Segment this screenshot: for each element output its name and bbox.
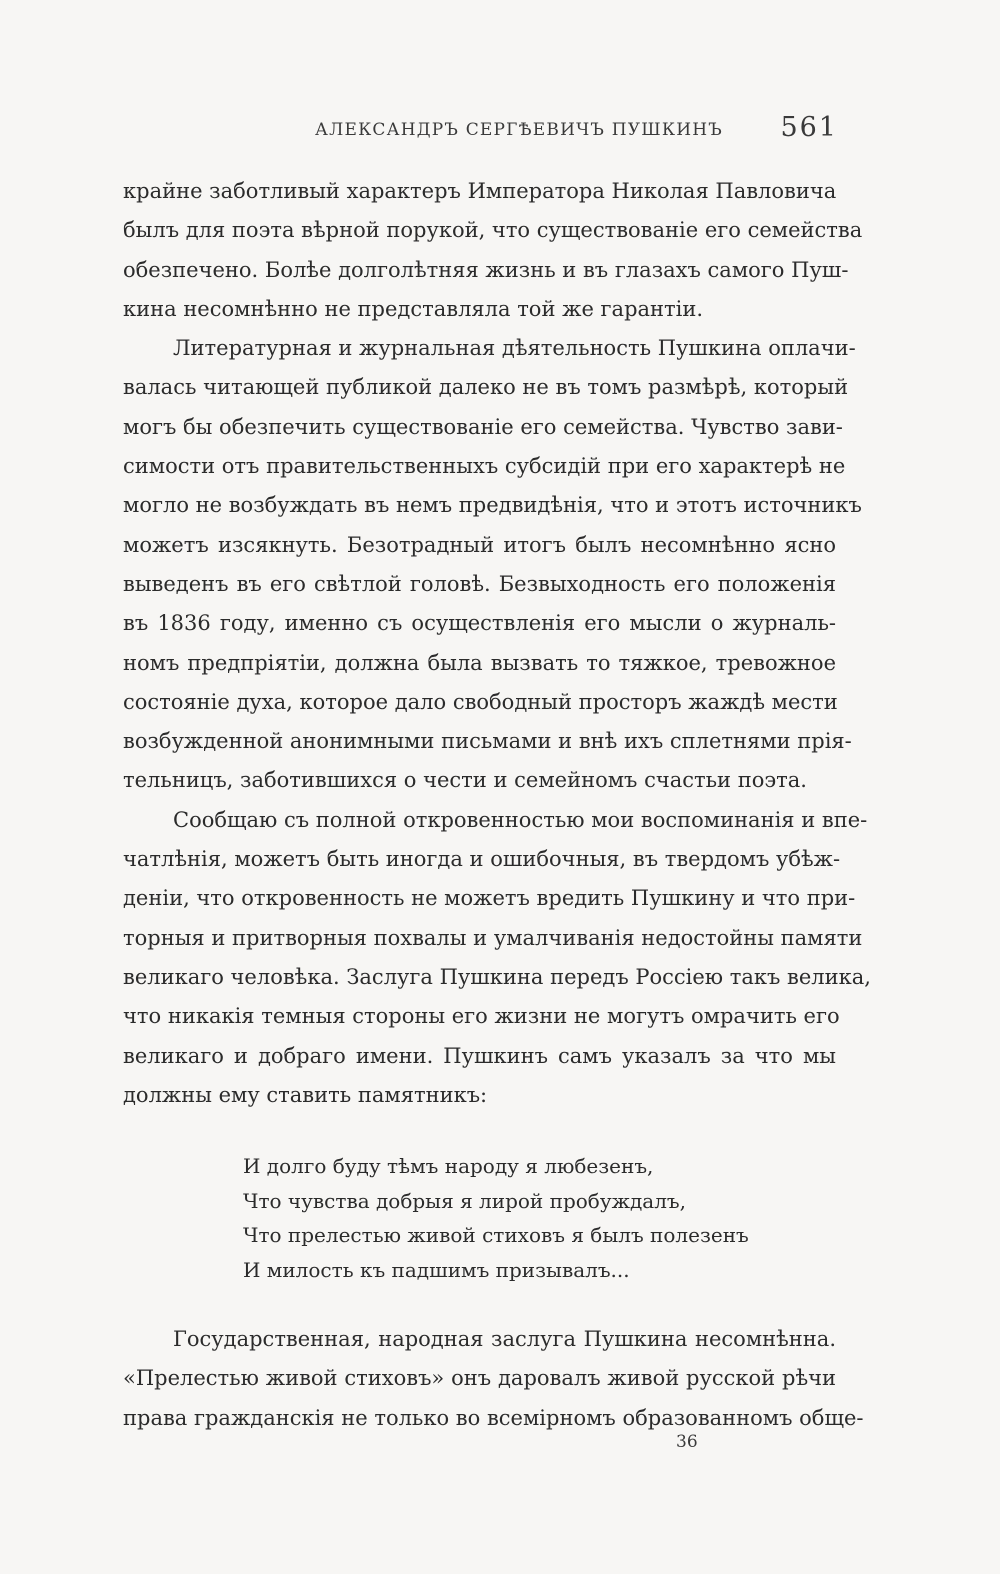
text-line: состояніе духа, которое дало свободный просторъ жаждѣ мести	[123, 689, 838, 714]
signature-mark: 36	[676, 1432, 698, 1452]
text-line: симости отъ правительственныхъ субсидій при его характерѣ не	[123, 454, 846, 479]
text-line: Государственная, народная заслуга Пушкина несомнѣнна.	[173, 1327, 836, 1351]
text-line: должны ему ставить памятникъ:	[123, 1082, 488, 1107]
text-line: деніи, что откровенность не можетъ вредить Пушкину и что при-	[123, 886, 856, 911]
text-line: торныя и притворныя похвалы и умалчиванія недостойны памяти	[123, 925, 863, 950]
page-number: 561	[780, 112, 838, 143]
text-line: кина несомнѣнно не представляла той же гарантіи.	[123, 296, 704, 321]
text-line: возбужденной анонимными письмами и внѣ ихъ сплетнями прія-	[123, 729, 852, 754]
body-text	[123, 172, 871, 1115]
text-line: чатлѣнія, можетъ быть иногда и ошибочныя, въ твердомъ убѣж-	[123, 847, 841, 872]
text-line: Сообщаю съ полной откровенностью мои воспоминанія и впе-	[173, 807, 868, 832]
text-line: могло не возбуждать въ немъ предвидѣнія, что и этотъ источникъ	[123, 493, 862, 518]
verse-quotation	[243, 1149, 749, 1287]
text-line: могъ бы обезпечить существованіе его семейства. Чувство зави-	[123, 414, 843, 439]
text-line: обезпечено. Болѣе долголѣтняя жизнь и въ глазахъ самого Пуш-	[123, 257, 849, 282]
text-line: валась читающей публикой далеко не въ томъ размѣрѣ, который	[123, 375, 849, 400]
text-line: права гражданскія не только во всемірномъ образованномъ обще-	[123, 1405, 864, 1430]
text-line: въ 1836 году, именно съ осуществленія его мысли о журналь-	[123, 611, 836, 636]
text-line: великаго человѣка. Заслуга Пушкина передъ Россіею такъ велика,	[123, 964, 871, 989]
text-line: Литературная и журнальная дѣятельность Пушкина оплачи-	[173, 336, 856, 361]
text-line: крайне заботливый характеръ Императора Николая Павловича	[123, 179, 837, 203]
text-line: «Прелестью живой стиховъ» онъ даровалъ живой русской рѣчи	[123, 1366, 836, 1391]
text-line: выведенъ въ его свѣтлой головѣ. Безвыходность его положенія	[123, 571, 836, 596]
text-line: великаго и добраго имени. Пушкинъ самъ указалъ за что мы	[123, 1043, 836, 1068]
verse-line: Что прелестью живой стиховъ я былъ полезенъ	[243, 1223, 749, 1247]
text-line: тельницъ, заботившихся о чести и семейномъ счастьи поэта.	[123, 768, 807, 793]
verse-line: И милость къ падшимъ призывалъ...	[243, 1257, 630, 1282]
closing-paragraph	[123, 1320, 864, 1438]
text-line: можетъ изсякнуть. Безотрадный итогъ былъ несомнѣнно ясно	[123, 532, 836, 557]
text-line: номъ предпріятіи, должна была вызвать то тяжкое, тревожное	[123, 650, 836, 675]
verse-line: Что чувства добрыя я лирой пробуждалъ,	[243, 1188, 687, 1213]
text-line: что никакія темныя стороны его жизни не могутъ омрачить его	[123, 1004, 840, 1029]
verse-line: И долго буду тѣмъ народу я любезенъ,	[243, 1154, 654, 1178]
text-line: былъ для поэта вѣрной порукой, что существованіе его семейства	[123, 218, 863, 243]
running-title: АЛЕКСАНДРЪ СЕРГѢЕВИЧЪ ПУШКИНЪ	[315, 120, 723, 140]
